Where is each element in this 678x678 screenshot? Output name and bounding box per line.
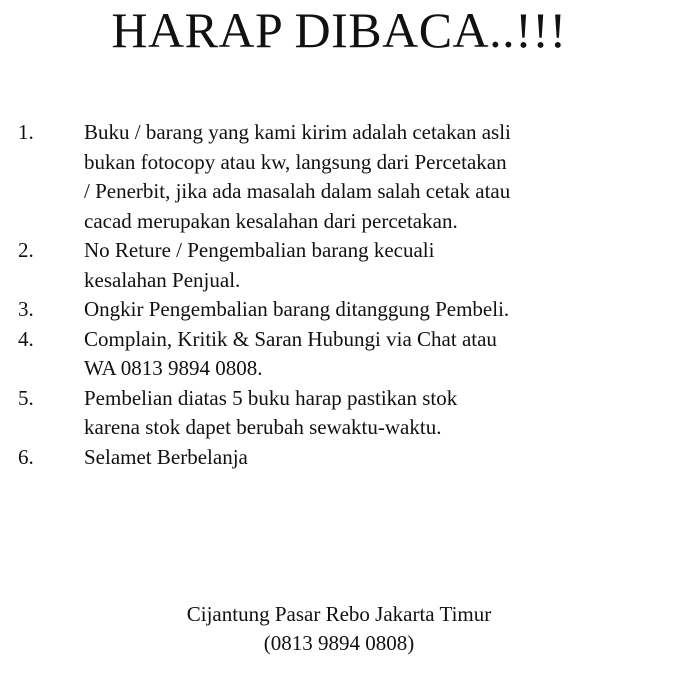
list-item: [0, 236, 678, 295]
item-number: 2.: [18, 238, 34, 262]
list-item: [0, 295, 678, 325]
item-number: 1.: [18, 120, 34, 144]
item-text: Buku / barang yang kami kirim adalah cetakan asli bukan fotocopy atau kw, langsung dari Percetakan / Penerbit, jika ada masalah dalam salah cetak atau cacad merupakan kesalahan dari percetakan.: [84, 120, 511, 233]
list-item: [0, 443, 678, 473]
page-title: HARAP DIBACA..!!!: [111, 2, 567, 58]
list-item: [0, 384, 678, 443]
item-text: Ongkir Pengembalian barang ditanggung Pembeli.: [84, 297, 510, 321]
item-text: Complain, Kritik & Saran Hubungi via Chat atau WA 0813 9894 0808.: [84, 326, 497, 380]
item-number: 5.: [18, 385, 34, 410]
list-item: [0, 325, 678, 384]
item-text: Selamet Berbelanja: [84, 444, 248, 469]
footer: [0, 600, 678, 658]
item-text: Pembelian diatas 5 buku harap pastikan stok karena stok dapet berubah sewaktu-waktu.: [84, 385, 458, 439]
item-number: 6.: [18, 444, 34, 469]
notice-list: [0, 118, 678, 472]
item-text: No Reture / Pengembalian barang kecuali kesalahan Penjual.: [84, 238, 435, 292]
item-number: 3.: [18, 297, 34, 321]
footer-address: Cijantung Pasar Rebo Jakarta Timur: [186, 602, 492, 626]
list-item: [0, 118, 678, 236]
footer-phone: (0813 9894 0808): [263, 631, 415, 655]
item-number: 4.: [18, 326, 34, 351]
